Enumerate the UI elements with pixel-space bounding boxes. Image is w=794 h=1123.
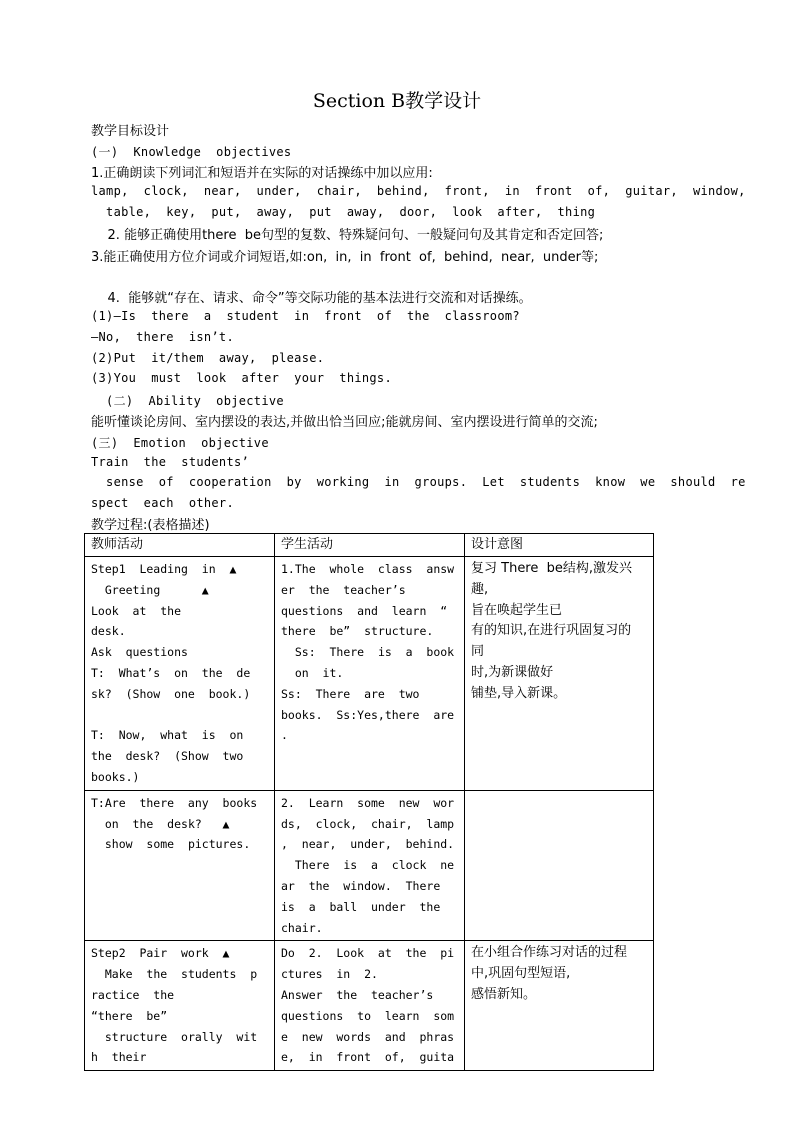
cell-text-line: e new words and phras	[281, 1029, 455, 1044]
cell-text-line: on it.	[281, 665, 344, 680]
cell-text-line: Step1 Leading in ▲	[91, 562, 237, 576]
ability-text: 能听懂谈论房间、室内摆设的表达,并做出恰当回应;能就房间、室内摆设进行简单的交流;	[91, 415, 598, 430]
cell-text-line: books. Ss:Yes,there are	[281, 707, 455, 722]
cell-text-line: show some pictures.	[91, 837, 251, 852]
table-row	[85, 790, 654, 941]
cell-text-line: T: What’s on the de	[91, 665, 251, 680]
objectives-heading: 教学目标设计	[91, 124, 170, 139]
objective-1: 1.正确朗读下列词汇和短语并在实际的对话操练中加以应用:	[91, 166, 433, 181]
cell-text-line: h their	[91, 1050, 147, 1065]
cell-text-line: 中,巩固句型短语,	[471, 966, 571, 982]
cell-text-line: T:Are there any books	[91, 795, 258, 810]
cell-text-line: 1.The whole class answ	[281, 562, 455, 576]
student-cell	[275, 557, 465, 791]
cell-text-line: .	[281, 728, 288, 743]
student-cell	[275, 941, 465, 1071]
example-1a: (1)—Is there a student in front of the classroom?	[91, 309, 520, 323]
teacher-cell	[85, 557, 275, 791]
cell-text-line: 铺垫,导入新课。	[471, 685, 567, 701]
cell-text-line: books.)	[91, 769, 140, 784]
cell-text-line: Ss: There is a book	[281, 645, 455, 660]
lesson-table	[84, 533, 654, 1071]
cell-text-line: sk? (Show one book.)	[91, 686, 251, 701]
cell-text-line	[91, 705, 268, 726]
example-3: (3)You must look after your things.	[91, 371, 392, 385]
cell-text-line: is a ball under the	[281, 899, 441, 914]
header-teacher: 教师活动	[85, 534, 275, 557]
cell-text-line: ctures in 2.	[281, 967, 378, 982]
cell-text-line: Step2 Pair work ▲	[91, 946, 230, 961]
objective-2: 2. 能够正确使用there be句型的复数、特殊疑问句、一般疑问句及其肯定和否定回答;	[91, 228, 604, 243]
cell-text-line: structure orally wit	[91, 1029, 258, 1044]
header-intent: 设计意图	[465, 534, 654, 557]
emotion-text-2: sense of cooperation by working in groups. Let students know we should re	[91, 475, 746, 489]
cell-text-line: “there be”	[91, 1008, 168, 1023]
cell-text-line: 2. Learn some new wor	[281, 795, 455, 810]
emotion-text-1: Train the students’	[91, 455, 250, 469]
cell-text-line: ds, clock, chair, lamp	[281, 816, 455, 831]
cell-text-line: There is a clock ne	[281, 858, 455, 873]
process-heading: 教学过程:(表格描述)	[91, 518, 210, 533]
intent-cell	[465, 941, 654, 1071]
ability-heading: (二) Ability objective	[91, 394, 284, 408]
cell-text-line: Make the students p	[91, 967, 258, 982]
cell-text-line: Answer the teacher’s	[281, 987, 434, 1002]
table-row	[85, 557, 654, 791]
example-1b: —No, there isn’t.	[91, 330, 234, 344]
page-title: Section B教学设计	[312, 90, 482, 112]
cell-text-line: chair.	[281, 920, 323, 935]
intent-cell	[465, 790, 654, 941]
cell-text-line: e, in front of, guita	[281, 1050, 455, 1065]
vocab-line-1: lamp, clock, near, under, chair, behind, front, in front of, guitar, window,	[91, 184, 746, 198]
cell-text-line: Do 2. Look at the pi	[281, 946, 455, 961]
cell-text-line: 同	[471, 644, 485, 660]
cell-text-line: 有的知识,在进行巩固复习的	[471, 623, 632, 639]
teacher-cell	[85, 790, 275, 941]
student-cell	[275, 790, 465, 941]
cell-text-line: 复习 There be结构,激发兴	[471, 561, 633, 576]
cell-text-line: Ss: There are two	[281, 686, 420, 701]
cell-text-line: Greeting ▲	[91, 582, 209, 597]
cell-text-line: 在小组合作练习对话的过程	[471, 945, 628, 961]
cell-text-line: Look at the	[91, 603, 182, 618]
header-student: 学生活动	[275, 534, 465, 557]
cell-text-line: , near, under, behind.	[281, 837, 455, 852]
cell-text-line: T: Now, what is on	[91, 728, 244, 743]
emotion-text-3: spect each other.	[91, 496, 234, 510]
objective-3: 3.能正确使用方位介词或介词短语,如:on, in, in front of, behind, near, under等;	[91, 250, 599, 265]
intent-cell	[465, 557, 654, 791]
cell-text-line: the desk? (Show two	[91, 749, 244, 764]
teacher-cell	[85, 941, 275, 1071]
cell-text-line: desk.	[91, 624, 126, 639]
cell-text-line: 时,为新课做好	[471, 664, 554, 680]
table-row	[85, 941, 654, 1071]
objective-4: 4. 能够就“存在、请求、命令”等交际功能的基本法进行交流和对话操练。	[91, 291, 532, 306]
example-2: (2)Put it/them away, please.	[91, 351, 325, 365]
cell-text-line: ractice the	[91, 987, 175, 1002]
vocab-line-2: table, key, put, away, put away, door, look after, thing	[91, 205, 596, 219]
cell-text-line: on the desk? ▲	[91, 816, 230, 831]
cell-text-line: questions and learn “	[281, 603, 448, 618]
knowledge-heading: (一) Knowledge objectives	[91, 145, 292, 159]
cell-text-line: 感悟新知。	[471, 986, 537, 1002]
table-header-row	[85, 534, 654, 557]
emotion-heading: (三) Emotion objective	[91, 436, 269, 450]
cell-text-line: questions to learn som	[281, 1008, 455, 1023]
cell-text-line: er the teacher’s	[281, 582, 406, 597]
cell-text-line: ar the window. There	[281, 878, 441, 893]
cell-text-line: there be” structure.	[281, 624, 434, 639]
cell-text-line: 趣,	[471, 581, 489, 597]
cell-text-line: Ask questions	[91, 645, 188, 660]
cell-text-line: 旨在唤起学生已	[471, 602, 563, 618]
